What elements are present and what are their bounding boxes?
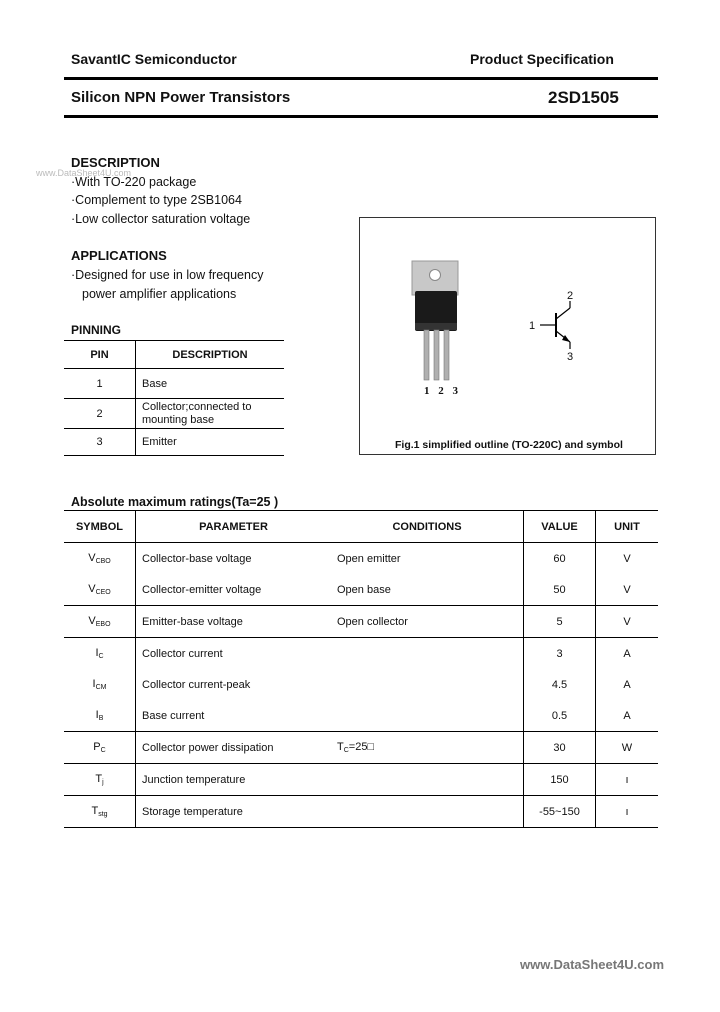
value-cell: 4.5 (524, 669, 596, 700)
description-item: ·Low collector saturation voltage (71, 212, 251, 226)
symbol-main: I (92, 678, 96, 690)
unit-header: UNIT (596, 511, 659, 543)
pin-description: Collector;connected to mounting base (136, 399, 285, 429)
applications-title: APPLICATIONS (71, 248, 167, 263)
watermark-top: www.DataSheet4U.com (36, 168, 132, 178)
value-cell: 60 (524, 543, 596, 575)
symbol-cell (64, 574, 136, 606)
condition-part: C (343, 747, 349, 754)
symbol-subscript: j (102, 779, 104, 786)
symbol-main: I (95, 647, 99, 659)
parameter-cell: Collector current-peak (142, 678, 251, 691)
doc-type: Product Specification (470, 51, 614, 67)
conditions-header: CONDITIONS (331, 511, 524, 543)
pinning-title: PINNING (71, 323, 122, 337)
conditions-cell: Open emitter (337, 552, 401, 565)
symbol-cell (64, 796, 136, 828)
conditions-cell (331, 638, 524, 670)
parameter-cell: Emitter-base voltage (136, 606, 332, 638)
symbol-subscript: C (98, 653, 104, 660)
conditions-cell (331, 796, 524, 828)
pin-number: 1 (64, 369, 136, 399)
symbol-main: V (88, 583, 96, 595)
value-cell: 150 (524, 764, 596, 796)
symbol-main: T (95, 773, 103, 785)
product-line: Silicon NPN Power Transistors (71, 89, 291, 106)
symbol-subscript: CBO (95, 558, 111, 565)
condition-part: =25□ (348, 741, 375, 753)
conditions-cell: Open collector (331, 606, 524, 638)
conditions-cell (331, 700, 524, 732)
pin-desc-header: DESCRIPTION (136, 341, 285, 369)
symbol-pin-base: 1 (529, 320, 536, 332)
symbol-cell (64, 606, 136, 638)
symbol-main: P (93, 741, 101, 753)
ratings-row (64, 669, 658, 700)
pin-description: Base (136, 369, 285, 399)
condition-part: T (337, 741, 344, 753)
conditions-cell (331, 764, 524, 796)
parameter-cell: Collector power dissipation (136, 732, 332, 764)
ratings-row (64, 574, 658, 606)
conditions-cell (331, 669, 524, 700)
symbol-subscript: CEO (95, 589, 111, 596)
ratings-row (64, 606, 658, 638)
parameter-cell: Storage temperature (142, 805, 243, 818)
package-pin-labels: 1 2 3 (424, 385, 461, 397)
ratings-row (64, 732, 658, 764)
symbol-cell (64, 764, 136, 796)
value-cell: -55~150 (524, 796, 596, 828)
description-item: ·Complement to type 2SB1064 (71, 193, 242, 207)
ratings-row (64, 543, 658, 575)
symbol-pin-collector: 2 (567, 290, 574, 302)
ratings-row (64, 700, 658, 732)
unit-cell: V (623, 552, 631, 565)
company-name: SavantIC Semiconductor (71, 51, 237, 67)
unit-cell: V (596, 574, 659, 606)
pin-number: 2 (64, 399, 136, 429)
symbol-subscript: C (100, 747, 106, 754)
ratings-row (64, 796, 658, 828)
parameter-cell: Collector-emitter voltage (136, 574, 332, 606)
parameter-cell: Base current (136, 700, 332, 732)
ratings-title: Absolute maximum ratings(Ta=25 ) (71, 495, 279, 509)
symbol-main: T (91, 805, 99, 817)
value-cell: 3 (524, 638, 596, 670)
ratings-row (64, 764, 658, 796)
figure-box (359, 217, 656, 455)
conditions-cell: Open base (331, 574, 524, 606)
value-cell: 0.5 (524, 700, 596, 732)
symbol-header: SYMBOL (64, 511, 136, 543)
unit-cell: V (596, 606, 659, 638)
figure-caption: Fig.1 simplified outline (TO-220C) and symbol (395, 439, 623, 451)
symbol-subscript: B (98, 715, 104, 722)
header-rule-top (64, 77, 658, 80)
unit-cell: ı (625, 805, 629, 818)
symbol-cell (64, 732, 136, 764)
symbol-cell (64, 669, 136, 700)
conditions-cell (331, 732, 524, 764)
symbol-subscript: CM (95, 684, 107, 691)
unit-cell: W (596, 732, 659, 764)
unit-cell: A (623, 647, 631, 660)
symbol-subscript: stg (98, 811, 108, 818)
pin-header: PIN (64, 341, 136, 369)
symbol-cell (64, 700, 136, 732)
pin-number: 3 (64, 429, 136, 456)
applications-line: ·Designed for use in low frequency (71, 268, 264, 282)
header-rule-bottom (64, 115, 658, 118)
unit-cell: A (596, 700, 659, 732)
parameter-cell: Collector-base voltage (142, 552, 252, 565)
parameter-cell: Junction temperature (136, 764, 332, 796)
symbol-cell (64, 638, 136, 670)
ratings-row (64, 638, 658, 670)
part-number: 2SD1505 (548, 88, 619, 107)
description-item: ·With TO-220 package (71, 175, 197, 189)
symbol-main: V (88, 552, 96, 564)
symbol-cell (64, 543, 136, 575)
pin-description: Emitter (136, 429, 285, 456)
symbol-main: V (88, 615, 96, 627)
footer-watermark: www.DataSheet4U.com (520, 957, 665, 972)
value-cell: 50 (524, 574, 596, 606)
value-cell: 30 (524, 732, 596, 764)
symbol-pin-emitter: 3 (567, 351, 574, 363)
value-header: VALUE (524, 511, 596, 543)
description-title: DESCRIPTION (71, 155, 160, 170)
symbol-main: I (95, 709, 99, 721)
unit-cell: ı (596, 764, 659, 796)
to220-package-image (360, 218, 657, 456)
ratings-table (64, 510, 658, 828)
symbol-subscript: EBO (95, 621, 111, 628)
unit-cell: A (623, 678, 631, 691)
value-cell: 5 (524, 606, 596, 638)
parameter-cell: Collector current (142, 647, 223, 660)
parameter-header: PARAMETER (136, 511, 332, 543)
pinning-table (64, 341, 284, 456)
applications-line: power amplifier applications (82, 287, 237, 301)
